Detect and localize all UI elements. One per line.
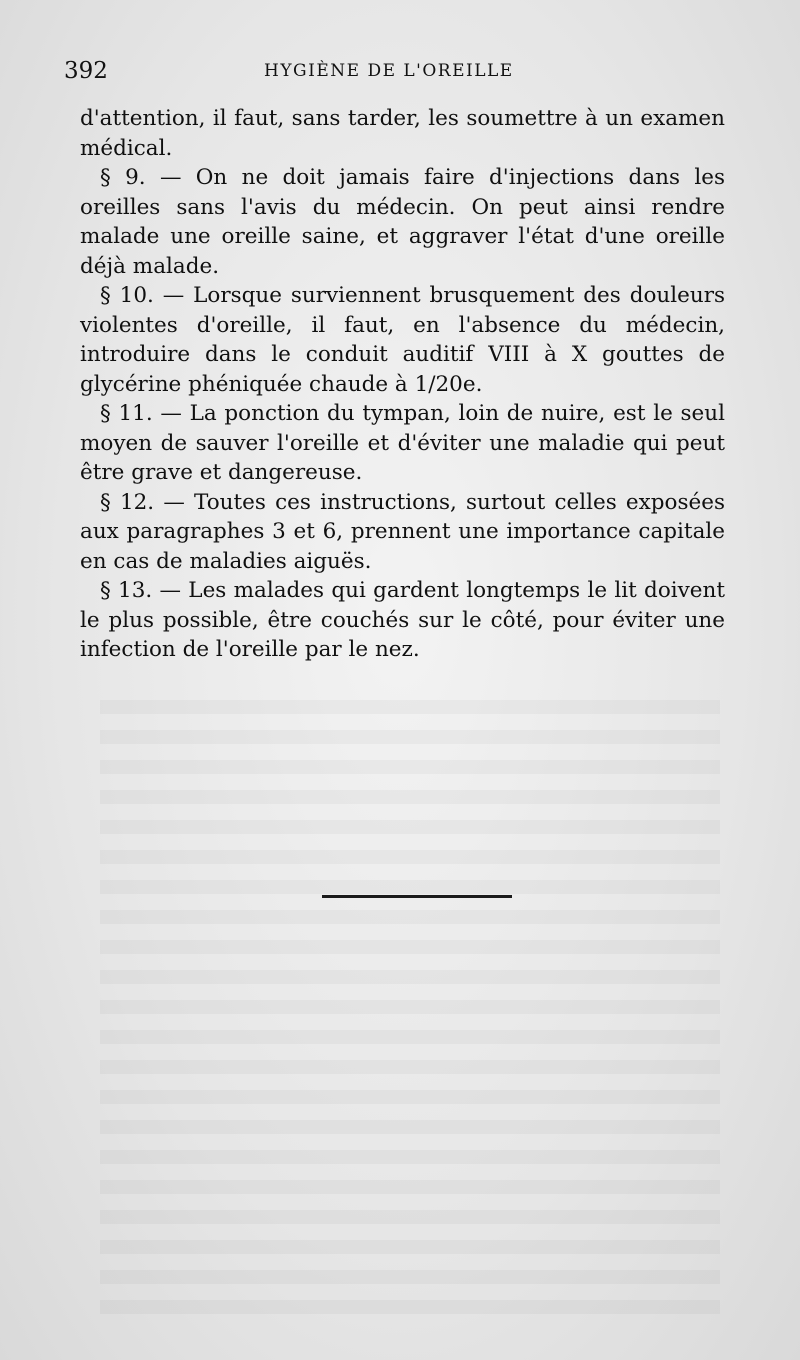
paragraph-11: § 11. — La ponction du tympan, loin de nuire, est le seul moyen de sauver l'oreille et d'éviter une maladie qui peut être grave et dangereuse. xyxy=(80,401,725,485)
paragraph-continuation: d'attention, il faut, sans tarder, les soumettre à un examen médical. xyxy=(80,106,725,161)
page-header xyxy=(64,58,728,90)
paragraph-13: § 13. — Les malades qui gardent longtemps le lit doivent le plus possible, être couchés sur le côté, pour éviter une infection de l'oreille par le nez. xyxy=(80,578,725,662)
paragraph-9: § 9. — On ne doit jamais faire d'injections dans les oreilles sans l'avis du médecin. On peut ainsi rendre malade une oreille saine, et aggraver l'état d'une oreille déjà malade. xyxy=(80,165,725,279)
paragraph-10: § 10. — Lorsque surviennent brusquement des douleurs violentes d'oreille, il faut, en l'absence du médecin, introduire dans le conduit auditif VIII à X gouttes de glycérine phéniquée chaude à 1/20e. xyxy=(80,283,725,397)
show-through-texture xyxy=(100,700,720,1320)
page-number: 392 xyxy=(64,58,108,84)
paragraph-12: § 12. — Toutes ces instructions, surtout celles exposées aux paragraphes 3 et 6, prennent une importance capitale en cas de maladies aiguës. xyxy=(80,489,725,574)
running-title: HYGIÈNE DE L'OREILLE xyxy=(264,61,514,81)
body-text xyxy=(80,104,725,665)
section-end-rule xyxy=(322,895,512,898)
